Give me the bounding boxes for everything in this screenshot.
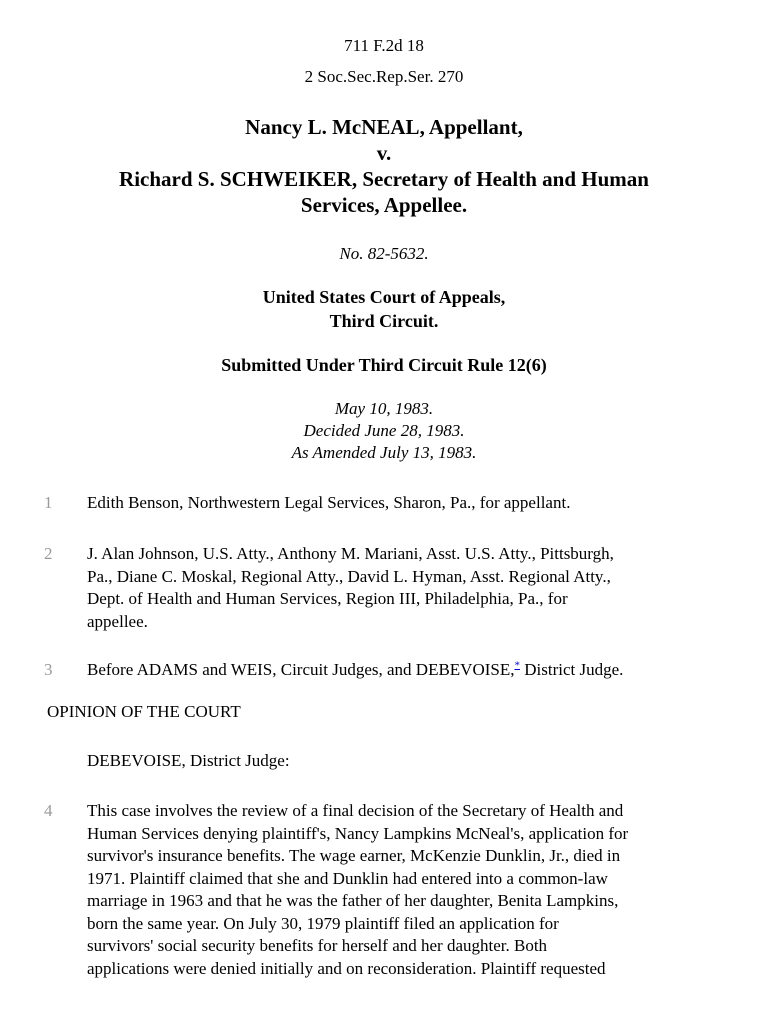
paragraph-line: Pa., Diane C. Moskal, Regional Atty., David L. Hyman, Asst. Regional Atty., xyxy=(87,566,611,586)
paragraph-line: survivors' social security benefits for herself and her daughter. Both xyxy=(87,936,548,955)
paragraph-counsel-appellee xyxy=(87,543,737,633)
opinion-heading: OPINION OF THE COURT xyxy=(47,702,241,721)
paragraph-line: appellee. xyxy=(87,611,148,631)
submission-note: Submitted Under Third Circuit Rule 12(6) xyxy=(221,355,547,375)
paragraph-line: 1971. Plaintiff claimed that she and Dunklin had entered into a common-law xyxy=(87,868,608,888)
court-name-line1: United States Court of Appeals, xyxy=(262,287,506,307)
paragraph-line: J. Alan Johnson, U.S. Atty., Anthony M. Mariani, Asst. U.S. Atty., Pittsburgh, xyxy=(87,544,614,563)
caption-versus: v. xyxy=(376,141,392,165)
court-name-line2: Third Circuit. xyxy=(329,311,439,331)
paragraph-opinion-body xyxy=(87,800,737,980)
paragraph-number: 4 xyxy=(44,801,53,820)
paragraph-line: marriage in 1963 and that he was the father of her daughter, Benita Lampkins, xyxy=(87,891,619,910)
paragraph-counsel-appellant: Edith Benson, Northwestern Legal Services, Sharon, Pa., for appellant. xyxy=(87,493,571,512)
caption-appellant: Nancy L. McNEAL, Appellant, xyxy=(245,115,523,139)
paragraph-number: 3 xyxy=(44,660,53,679)
date-decided: Decided June 28, 1983. xyxy=(303,421,465,440)
citation-reporter: 711 F.2d 18 xyxy=(344,36,424,55)
date-submitted: May 10, 1983. xyxy=(334,399,434,418)
paragraph-panel xyxy=(87,659,737,682)
paragraph-line: Human Services denying plaintiff's, Nancy Lampkins McNeal's, application for xyxy=(87,823,629,843)
author-line: DEBEVOISE, District Judge: xyxy=(87,751,290,770)
paragraph-line: survivor's insurance benefits. The wage earner, McKenzie Dunklin, Jr., died in xyxy=(87,846,621,865)
panel-text: Before ADAMS and WEIS, Circuit Judges, and DEBEVOISE, xyxy=(87,660,515,679)
paragraph-line: This case involves the review of a final decision of the Secretary of Health and xyxy=(87,801,624,820)
date-amended: As Amended July 13, 1983. xyxy=(291,443,477,462)
citation-soc-sec: 2 Soc.Sec.Rep.Ser. 270 xyxy=(304,67,464,86)
paragraph-line: Dept. of Health and Human Services, Region III, Philadelphia, Pa., for xyxy=(87,589,568,608)
docket-number: No. 82-5632. xyxy=(339,244,429,263)
paragraph-number: 1 xyxy=(44,493,53,512)
caption-appellee-line1: Richard S. SCHWEIKER, Secretary of Health and Human xyxy=(119,167,649,191)
paragraph-line: applications were denied initially and on reconsideration. Plaintiff requested xyxy=(87,958,606,978)
caption-appellee-line2: Services, Appellee. xyxy=(300,193,468,217)
panel-text-end: District Judge. xyxy=(519,660,624,679)
paragraph-line: born the same year. On July 30, 1979 plaintiff filed an application for xyxy=(87,913,559,933)
paragraph-number: 2 xyxy=(44,544,53,563)
footnote-link[interactable]: * xyxy=(514,659,520,672)
